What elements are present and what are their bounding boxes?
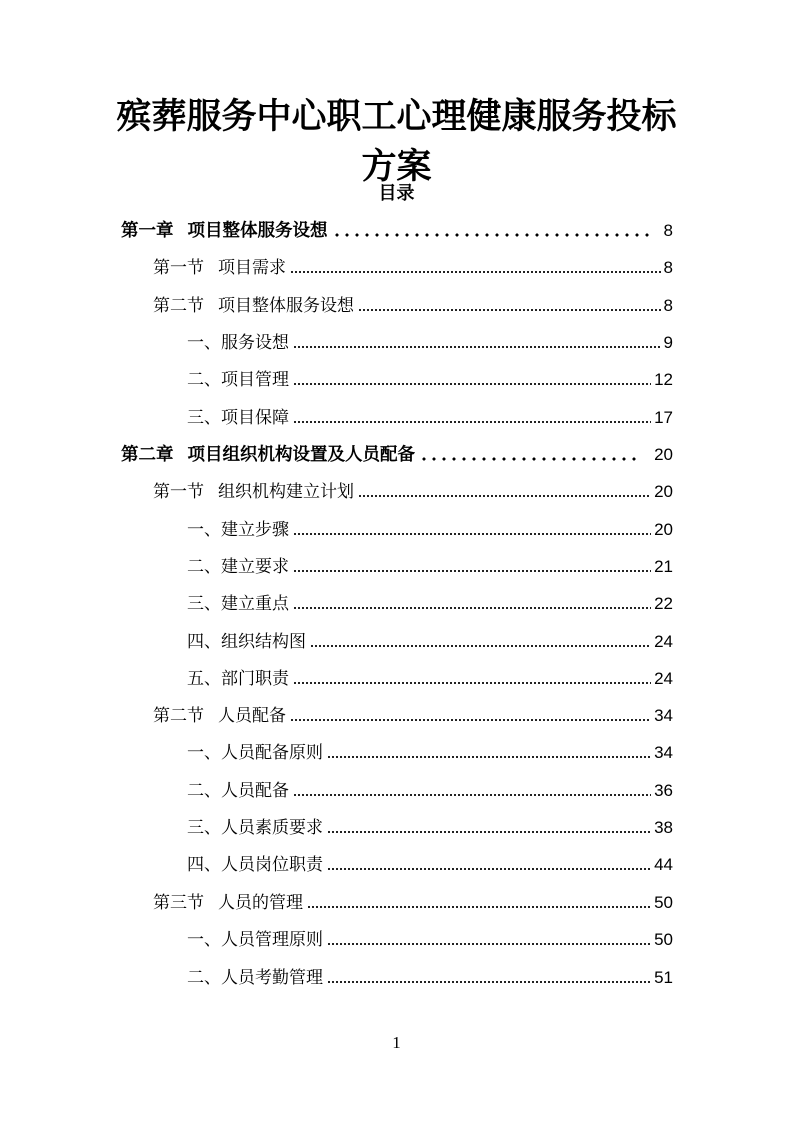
toc-entry-page: 34	[654, 743, 673, 762]
toc-entry-number: 二、	[187, 370, 221, 390]
toc-entry-page: 22	[654, 594, 673, 613]
toc-entry-item[interactable]	[187, 405, 673, 431]
toc-entry-title: 人员配备	[218, 706, 286, 726]
toc-entry-page: 8	[663, 221, 673, 240]
toc-entry-chapter[interactable]	[121, 442, 673, 468]
toc-entry-title: 项目管理	[221, 370, 289, 390]
toc-dot-leader	[332, 233, 652, 237]
toc-entry-number: 第一节	[153, 258, 204, 278]
toc-dot-leader	[290, 270, 661, 274]
toc-entry-title: 建立步骤	[221, 520, 289, 540]
toc-entry-item[interactable]	[187, 367, 673, 393]
toc-entry-number: 二、	[187, 968, 221, 988]
document-title: 殡葬服务中心职工心理健康服务投标方案	[116, 97, 677, 187]
toc-dot-leader	[290, 718, 651, 722]
toc-entry-section[interactable]	[153, 293, 673, 319]
toc-entry-title: 建立要求	[221, 557, 289, 577]
toc-entry-title: 人员配备	[221, 781, 289, 801]
toc-entry-title: 人员岗位职责	[221, 855, 323, 875]
toc-entry-chapter[interactable]	[121, 218, 673, 244]
toc-entry-title: 项目整体服务设想	[218, 296, 354, 316]
toc-dot-leader	[307, 905, 651, 909]
toc-entry-title: 项目需求	[218, 258, 286, 278]
toc-dot-leader	[293, 382, 651, 386]
toc-entry-item[interactable]	[187, 852, 673, 878]
toc-entry-page: 17	[654, 408, 673, 427]
toc-dot-leader	[293, 345, 661, 349]
toc-entry-title: 人员的管理	[218, 893, 303, 913]
toc-entry-item[interactable]	[187, 517, 673, 543]
toc-entry-title: 项目整体服务设想	[187, 221, 328, 241]
toc-entry-number: 四、	[187, 855, 221, 875]
toc-entry-page: 36	[654, 781, 673, 800]
toc-entry-number: 第二节	[153, 296, 204, 316]
toc-entry-title: 人员配备原则	[221, 743, 323, 763]
toc-dot-leader	[419, 457, 642, 461]
toc-dot-leader	[293, 532, 651, 536]
toc-entry-item[interactable]	[187, 927, 673, 953]
toc-entry-number: 三、	[187, 594, 221, 614]
toc-entry-number: 三、	[187, 818, 221, 838]
toc-entry-number: 一、	[187, 930, 221, 950]
page-number: 1	[392, 1033, 401, 1052]
toc-dot-leader	[327, 867, 651, 871]
toc-entry-title: 部门职责	[221, 669, 289, 689]
toc-entry-page: 9	[663, 333, 673, 352]
toc-entry-title: 组织结构图	[221, 632, 306, 652]
toc-entry-number: 一、	[187, 743, 221, 763]
toc-entry-item[interactable]	[187, 330, 673, 356]
toc-heading: 目录	[378, 183, 415, 204]
toc-dot-leader	[327, 830, 651, 834]
toc-entry-page: 34	[654, 706, 673, 725]
toc-entry-page: 12	[654, 370, 673, 389]
toc-entry-section[interactable]	[153, 703, 673, 729]
toc-entry-item[interactable]	[187, 778, 673, 804]
toc-entry-page: 24	[654, 669, 673, 688]
toc-entry-number: 第二章	[121, 445, 174, 465]
toc-entry-title: 人员管理原则	[221, 930, 323, 950]
toc-dot-leader	[293, 681, 651, 685]
toc-entry-number: 四、	[187, 632, 221, 652]
toc-dot-leader	[327, 755, 651, 759]
toc-entry-title: 建立重点	[221, 594, 289, 614]
toc-entry-page: 8	[663, 258, 673, 277]
toc-entry-page: 20	[654, 482, 673, 501]
toc-dot-leader	[293, 569, 651, 573]
toc-entry-number: 一、	[187, 333, 221, 353]
toc-dot-leader	[293, 420, 651, 424]
toc-entry-page: 20	[654, 520, 673, 539]
toc-entry-number: 第三节	[153, 893, 204, 913]
toc-entry-number: 三、	[187, 408, 221, 428]
toc-entry-page: 38	[654, 818, 673, 837]
toc-entry-section[interactable]	[153, 255, 673, 281]
toc-dot-leader	[358, 308, 661, 312]
toc-dot-leader	[358, 494, 651, 498]
toc-entry-section[interactable]	[153, 890, 673, 916]
toc-entry-page: 21	[654, 557, 673, 576]
toc-dot-leader	[293, 606, 651, 610]
toc-entry-number: 第二节	[153, 706, 204, 726]
toc-entry-item[interactable]	[187, 740, 673, 766]
toc-entry-title: 项目保障	[221, 408, 289, 428]
toc-entry-number: 一、	[187, 520, 221, 540]
toc-entry-title: 人员素质要求	[221, 818, 323, 838]
toc-entry-section[interactable]	[153, 479, 673, 505]
toc-dot-leader	[327, 980, 651, 984]
toc-entry-item[interactable]	[187, 965, 673, 991]
toc-entry-page: 24	[654, 632, 673, 651]
toc-entry-title: 组织机构建立计划	[218, 482, 354, 502]
toc-dot-leader	[293, 793, 651, 797]
toc-entry-number: 第一节	[153, 482, 204, 502]
toc-entry-page: 20	[654, 445, 673, 464]
toc-entry-item[interactable]	[187, 815, 673, 841]
toc-entry-page: 50	[654, 930, 673, 949]
toc-entry-number: 第一章	[121, 221, 174, 241]
toc-entry-item[interactable]	[187, 554, 673, 580]
toc-entry-number: 二、	[187, 557, 221, 577]
toc-entry-number: 五、	[187, 669, 221, 689]
toc-dot-leader	[310, 644, 651, 648]
toc-entry-page: 44	[654, 855, 673, 874]
toc-entry-item[interactable]	[187, 591, 673, 617]
toc-entry-page: 50	[654, 893, 673, 912]
toc-entry-title: 人员考勤管理	[221, 968, 323, 988]
toc-entry-item[interactable]	[187, 666, 673, 692]
toc-entry-number: 二、	[187, 781, 221, 801]
toc-dot-leader	[327, 942, 651, 946]
toc-entry-item[interactable]	[187, 629, 673, 655]
toc-entry-page: 51	[654, 968, 673, 987]
toc-entry-page: 8	[663, 296, 673, 315]
toc-entry-title: 项目组织机构设置及人员配备	[187, 445, 415, 465]
toc-entry-title: 服务设想	[221, 333, 289, 353]
